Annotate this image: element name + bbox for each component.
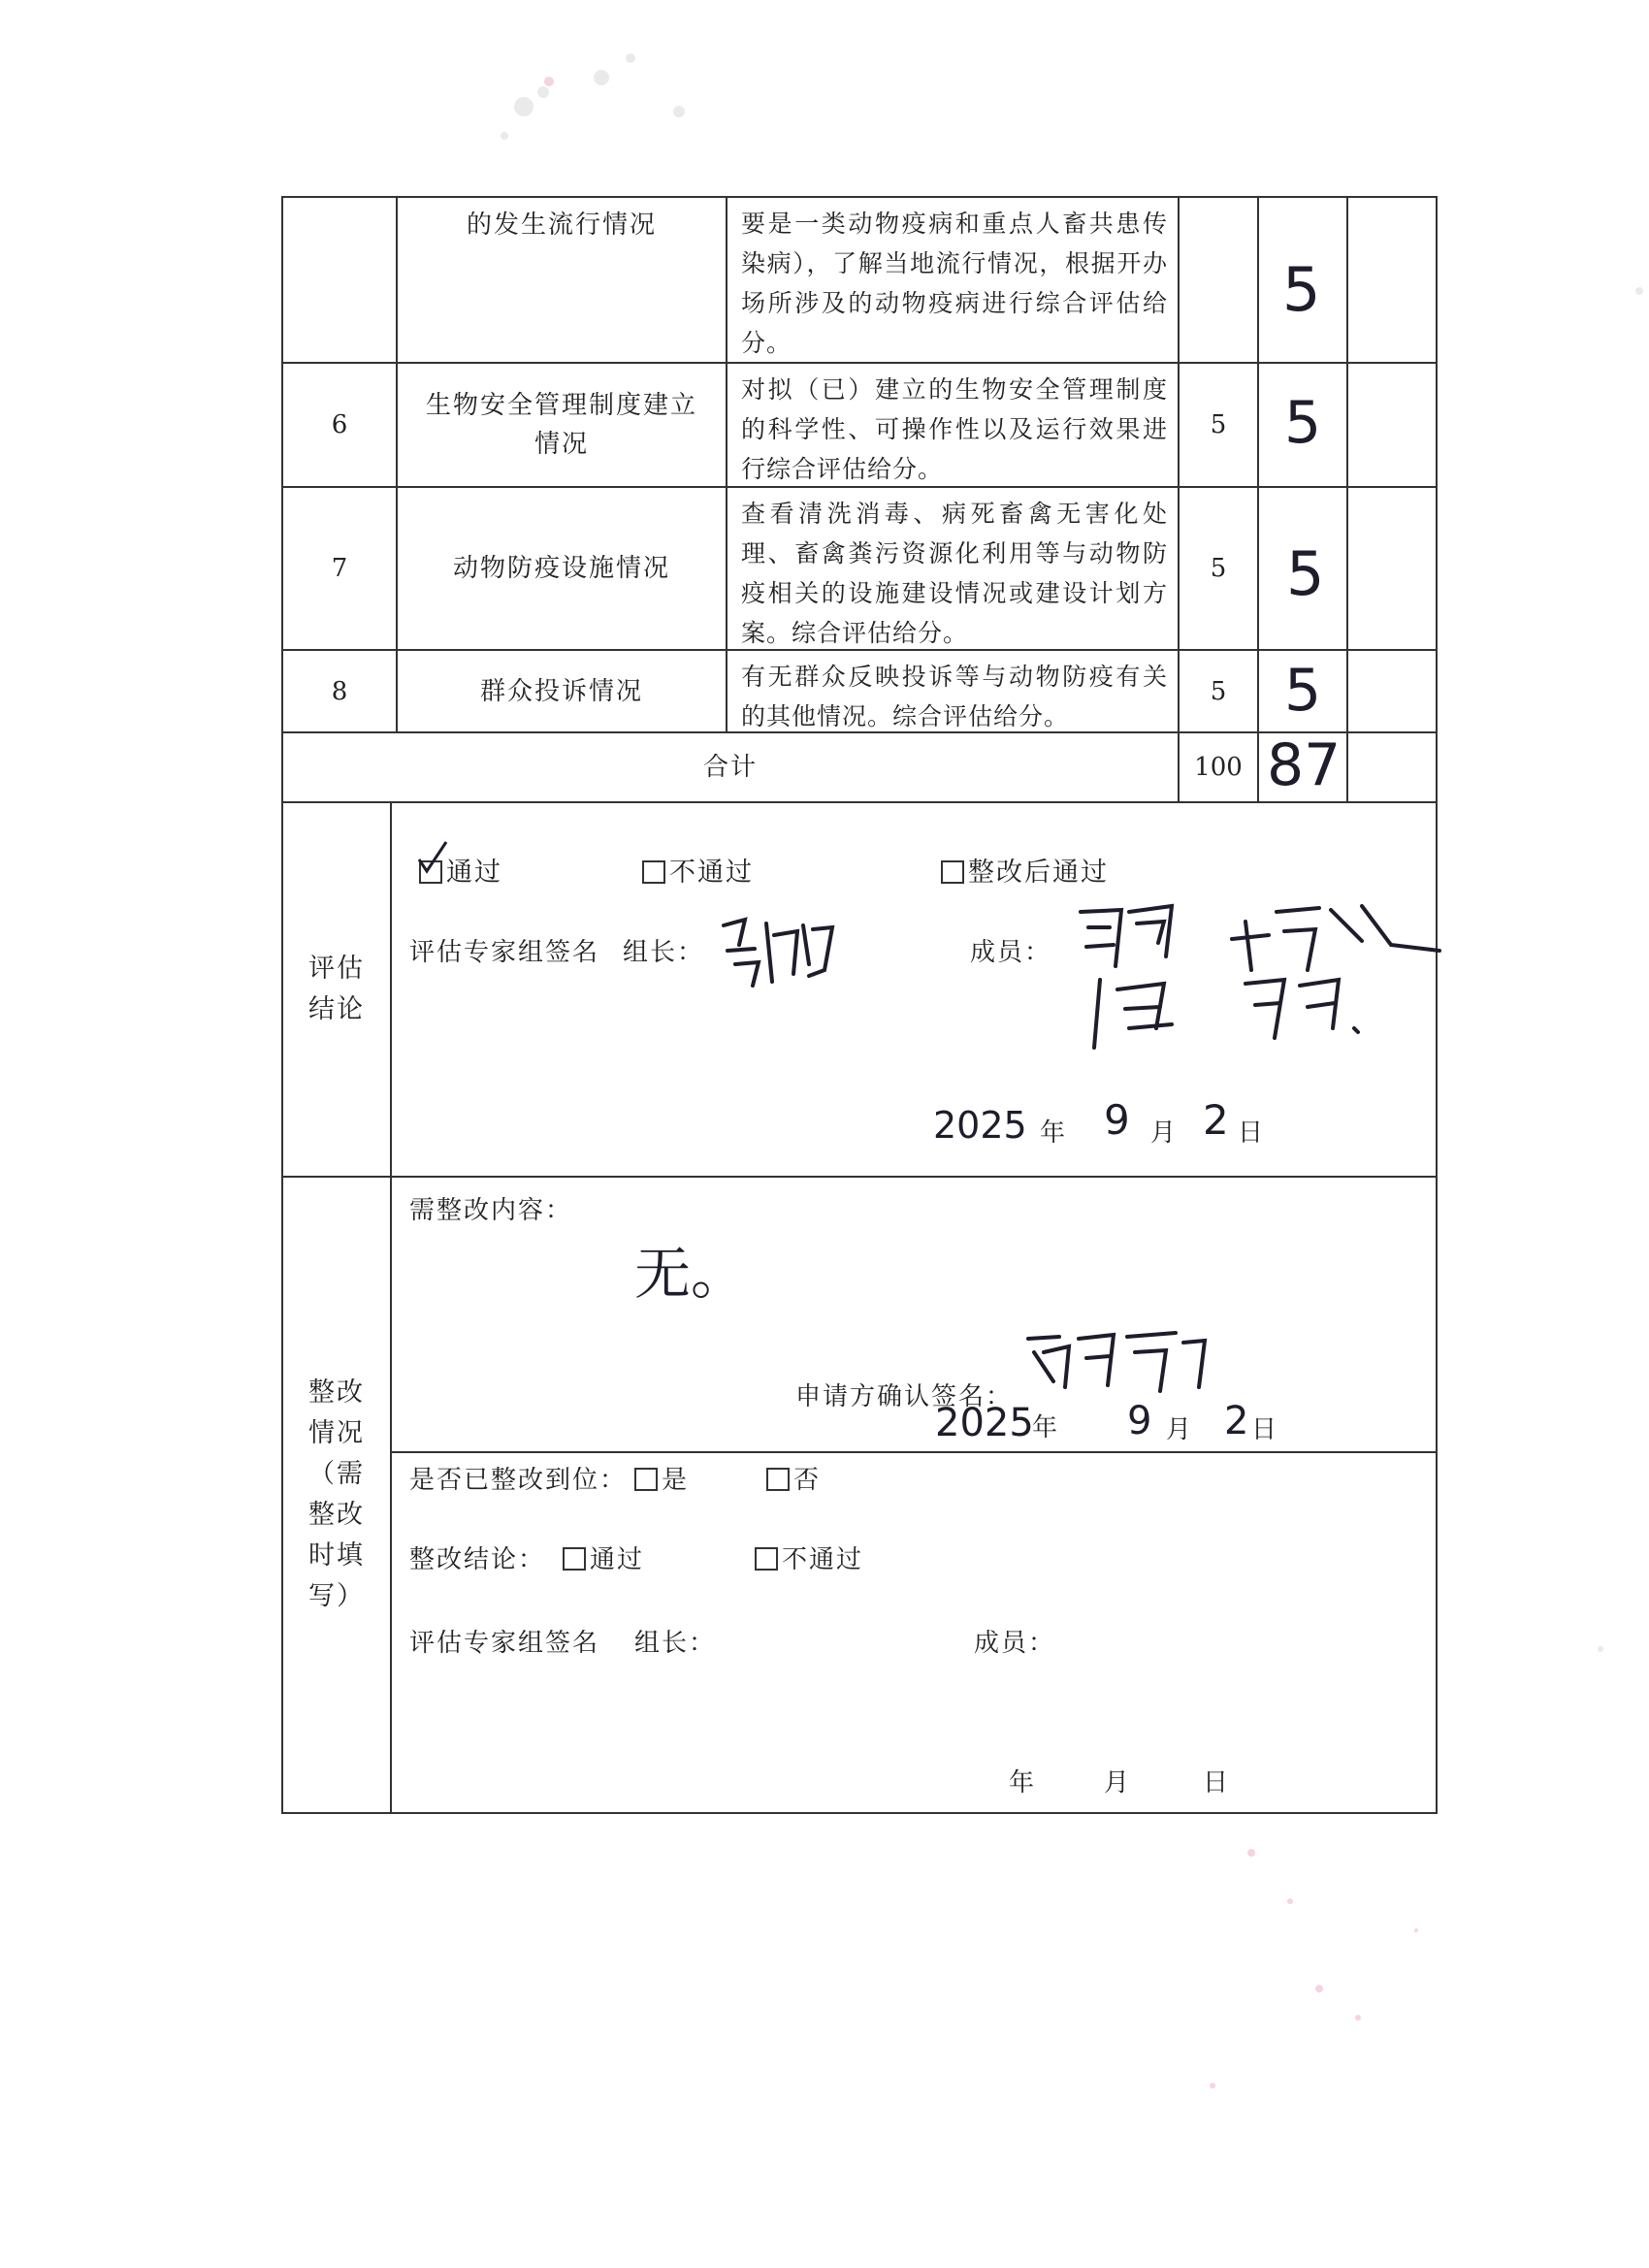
option-pass-after-rectification: 整改后通过	[941, 854, 1109, 892]
handwritten-score: 5	[1282, 254, 1321, 325]
checkbox-rect-pass	[563, 1547, 586, 1571]
checkbox-rect-fail	[755, 1547, 778, 1571]
applicant-month-unit: 月	[1166, 1415, 1194, 1444]
handwritten-score: 5	[1284, 389, 1322, 457]
expert-sign-label: 评估专家组签名	[409, 1629, 600, 1658]
content-label: 需整改内容：	[409, 1196, 573, 1225]
table-row	[281, 649, 1438, 731]
item-description: 对拟（已）建立的生物安全管理制度的科学性、可操作性以及运行效果进行综合评估给分。	[741, 375, 1168, 483]
checkbox-no	[766, 1468, 790, 1491]
option-fail: 不通过	[642, 854, 754, 892]
full-score: 5	[1178, 486, 1257, 649]
handwritten-content: 无。	[634, 1241, 748, 1307]
option-rect-pass: 通过	[563, 1540, 644, 1579]
year-unit: 年	[1040, 1118, 1068, 1148]
members-label: 成员：	[970, 938, 1052, 967]
rectification-section	[281, 1176, 1438, 1814]
applicant-day-unit: 日	[1251, 1415, 1279, 1444]
item-name: 群众投诉情况	[479, 676, 643, 706]
item-number: 7	[281, 486, 396, 649]
expert-sign-label: 评估专家组签名	[409, 938, 600, 967]
handwritten-applicant-year: 2025	[935, 1401, 1034, 1445]
evaluation-form-table	[281, 196, 1438, 1814]
full-score: 5	[1178, 649, 1257, 731]
option-rect-fail: 不通过	[755, 1540, 863, 1579]
item-description: 要是一类动物疫病和重点人畜共患传染病），了解当地流行情况，根据开办场所涉及的动物疫病进行综合评估给分。	[741, 210, 1168, 357]
applicant-sign-label: 申请方确认签名：	[795, 1382, 1014, 1411]
applicant-signature	[1020, 1323, 1214, 1401]
checkbox-fail	[642, 860, 665, 884]
rectification-conclusion-label: 整改结论：	[409, 1545, 546, 1574]
checkbox-yes	[634, 1468, 658, 1491]
leader-label: 组长：	[623, 938, 705, 967]
full-score	[1178, 196, 1257, 362]
done-label: 是否已整改到位：	[409, 1466, 628, 1495]
handwritten-day: 2	[1203, 1096, 1229, 1144]
members-signature	[1071, 883, 1459, 1067]
full-score: 5	[1178, 362, 1257, 486]
option-pass: 通过	[419, 854, 502, 892]
evaluation-conclusion-section	[281, 801, 1438, 1176]
option-yes: 是	[634, 1461, 689, 1500]
total-label: 合计	[281, 731, 1178, 801]
total-full-score: 100	[1178, 731, 1257, 801]
item-name: 的发生流行情况	[466, 211, 657, 240]
table-row	[281, 362, 1438, 486]
checkbox-pass-after-rectification	[941, 860, 964, 884]
members-label: 成员：	[974, 1629, 1056, 1658]
checkmark-icon	[413, 838, 452, 877]
day-unit: 日	[1203, 1768, 1231, 1798]
handwritten-applicant-day: 2	[1224, 1399, 1249, 1443]
month-unit: 月	[1104, 1768, 1132, 1798]
handwritten-total-score: 87	[1267, 731, 1342, 799]
section-label: 评估结论	[308, 954, 365, 1024]
handwritten-score: 5	[1284, 657, 1322, 725]
item-description: 有无群众反映投诉等与动物防疫有关的其他情况。综合评估给分。	[741, 663, 1168, 730]
item-number: 6	[281, 362, 396, 486]
item-description: 查看清洗消毒、病死畜禽无害化处理、畜禽粪污资源化利用等与动物防疫相关的设施建设情况或建设计划方案。综合评估给分。	[741, 500, 1168, 647]
total-row	[281, 731, 1438, 801]
section-label: 整改情况（需整改时填写）	[308, 1377, 365, 1611]
applicant-year-unit: 年	[1032, 1413, 1060, 1442]
leader-label: 组长：	[634, 1629, 717, 1658]
day-unit: 日	[1238, 1118, 1266, 1148]
table-row	[281, 486, 1438, 649]
handwritten-year: 2025	[933, 1104, 1027, 1147]
handwritten-applicant-month: 9	[1127, 1399, 1152, 1443]
item-name: 动物防疫设施情况	[452, 554, 670, 583]
handwritten-month: 9	[1104, 1096, 1130, 1144]
handwritten-score: 5	[1286, 538, 1325, 609]
leader-signature	[716, 906, 852, 993]
table-row	[281, 196, 1438, 362]
item-name: 生物安全管理制度建立情况	[425, 391, 697, 459]
year-unit: 年	[1009, 1768, 1037, 1798]
option-no: 否	[766, 1461, 821, 1500]
item-number: 8	[281, 649, 396, 731]
month-unit: 月	[1150, 1118, 1179, 1148]
